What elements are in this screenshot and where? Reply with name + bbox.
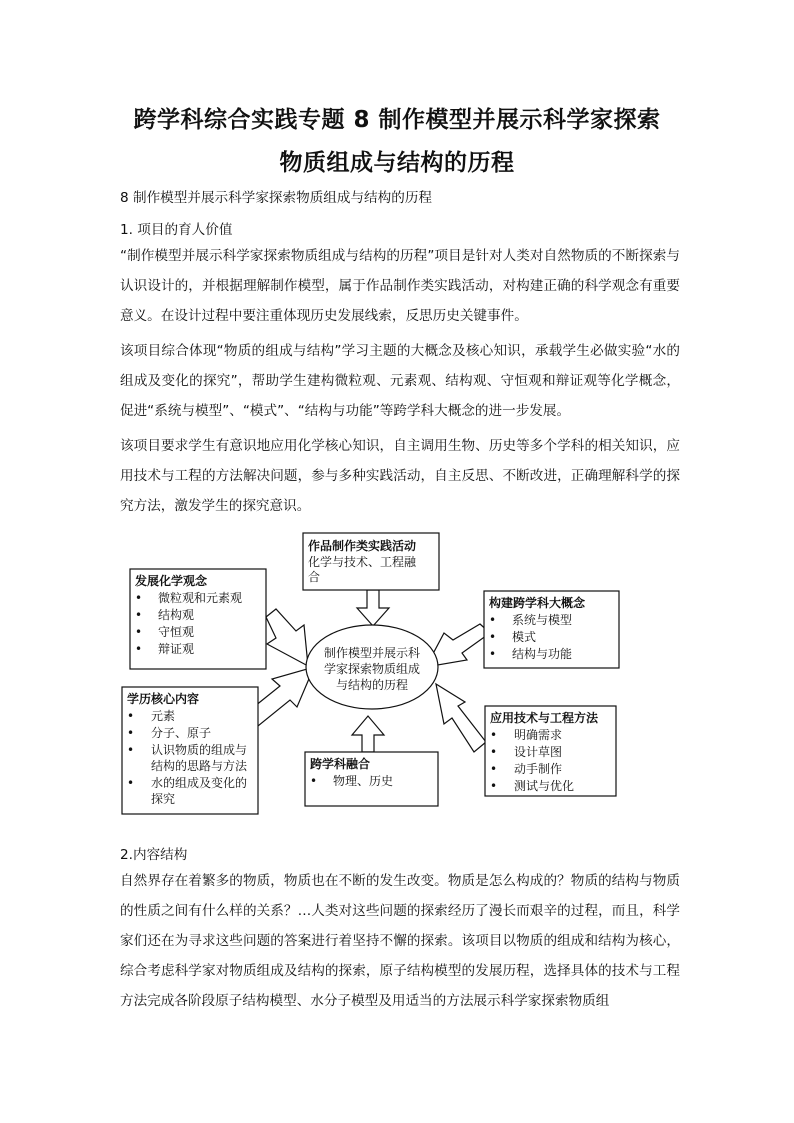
bullet: • <box>127 709 135 723</box>
bullet: • <box>135 608 143 622</box>
box-top-line-1: 化学与技术、工程融 <box>308 555 417 569</box>
bullet: • <box>310 774 318 788</box>
bullet: • <box>127 743 135 757</box>
box-left-bottom-item-4-line-2: 探究 <box>151 792 176 806</box>
box-left-top-item-1: 微粒观和元素观 <box>158 591 243 605</box>
box-left-bottom-item-3-line-1: 认识物质的组成与 <box>151 743 248 757</box>
bullet: • <box>489 613 497 627</box>
bullet: • <box>127 776 135 790</box>
box-right-bottom-item-1: 明确需求 <box>514 728 563 742</box>
box-left-bottom-item-3-line-2: 结构的思路与方法 <box>151 759 248 773</box>
paragraph-3: 该项目要求学生有意识地应用化学核心知识，自主调用生物、历史等多个学科的相关知识，应用技术与工程的方法解决问题，参与多种实践活动，自主反思、不断改进，正确理解科学的探究方法，激发学生的探究意识。 <box>120 438 680 514</box>
page-title-line-2: 物质组成与结构的历程 <box>279 150 515 176</box>
box-right-bottom-item-3: 动手制作 <box>514 762 563 776</box>
box-left-bottom-item-4-line-1: 水的组成及变化的 <box>151 776 248 790</box>
paragraph-4: 自然界存在着繁多的物质，物质也在不断的发生改变。物质是怎么构成的？物质的结构与物质的性质之间有什么样的关系？…人类对这些问题的探索经历了漫长而艰辛的过程，而且，科学家们还在为寻求这些问题的答案进行着坚持不懈的探索。该项目以物质的组成和结构为核心，综合考虑科学家对物质组成及结构的探索，原子结构模型的发展历程，选择具体的技术与工程方法完成各阶段原子结构模型、水分子模型及用适当的方法展示科学家探索物质组 <box>120 873 680 1009</box>
center-text-line-2: 学家探索物质组成 <box>323 662 421 676</box>
bullet: • <box>135 625 143 639</box>
box-left-top-item-4: 辩证观 <box>158 642 195 656</box>
box-right-top-item-2: 模式 <box>512 630 537 644</box>
box-left-top-title: 发展化学观念 <box>135 574 208 588</box>
box-left-bottom-item-2: 分子、原子 <box>151 726 212 740</box>
bullet: • <box>490 779 498 793</box>
box-right-top-item-3: 结构与功能 <box>512 647 573 661</box>
section-1-heading: 1. 项目的育人价值 <box>120 222 233 238</box>
paragraph-2: 该项目综合体现“物质的组成与结构”学习主题的大概念及核心知识，承载学生必做实验“水的组成及变化的探究”，帮助学生建构微粒观、元素观、结构观、守恒观和辩证观等化学概念，促进“系统与模型”、“模式”、“结构与功能”等跨学科大概念的进一步发展。 <box>120 343 680 419</box>
box-right-top-title: 构建跨学科大概念 <box>489 596 586 610</box>
subtitle: 8 制作模型并展示科学家探索物质组成与结构的历程 <box>120 190 433 206</box>
bullet: • <box>135 642 143 656</box>
bullet: • <box>135 591 143 605</box>
arrow-from-left-top <box>266 609 308 666</box>
page-title-line-1: 跨学科综合实践专题 8 制作模型并展示科学家探索 <box>133 107 661 133</box>
arrow-from-bottom <box>352 716 384 752</box>
arrow-from-top <box>357 590 389 626</box>
box-right-bottom-title: 应用技术与工程方法 <box>490 711 599 725</box>
box-bottom-title: 跨学科融合 <box>310 757 371 771</box>
box-bottom-item-1: 物理、历史 <box>333 774 394 788</box>
box-left-top-item-2: 结构观 <box>158 608 195 622</box>
box-left-bottom-item-1: 元素 <box>151 709 176 723</box>
box-left-top-item-3: 守恒观 <box>158 625 195 639</box>
paragraph-1: “制作模型并展示科学家探索物质组成与结构的历程”项目是针对人类对自然物质的不断探索与认识设计的，并根据理解制作模型，属于作品制作类实践活动，对构建正确的科学观念有重要意义。在设计过程中要注重体现历史发展线索，反思历史关键事件。 <box>120 248 680 324</box>
box-top-title: 作品制作类实践活动 <box>308 539 417 553</box>
arrow-from-right-bottom <box>436 684 486 752</box>
bullet: • <box>489 647 497 661</box>
center-text-line-3: 与结构的历程 <box>335 678 409 692</box>
box-right-bottom-item-4: 测试与优化 <box>514 779 575 793</box>
bullet: • <box>490 745 498 759</box>
section-2-heading: 2.内容结构 <box>120 847 188 863</box>
bullet: • <box>489 630 497 644</box>
box-top-line-2: 合 <box>308 570 321 584</box>
center-text-line-1: 制作模型并展示科 <box>323 646 421 660</box>
box-right-bottom-item-2: 设计草图 <box>514 745 563 759</box>
box-right-top-item-1: 系统与模型 <box>512 613 573 627</box>
bullet: • <box>490 728 498 742</box>
bullet: • <box>127 726 135 740</box>
box-left-bottom-title: 学历核心内容 <box>127 692 200 706</box>
bullet: • <box>490 762 498 776</box>
